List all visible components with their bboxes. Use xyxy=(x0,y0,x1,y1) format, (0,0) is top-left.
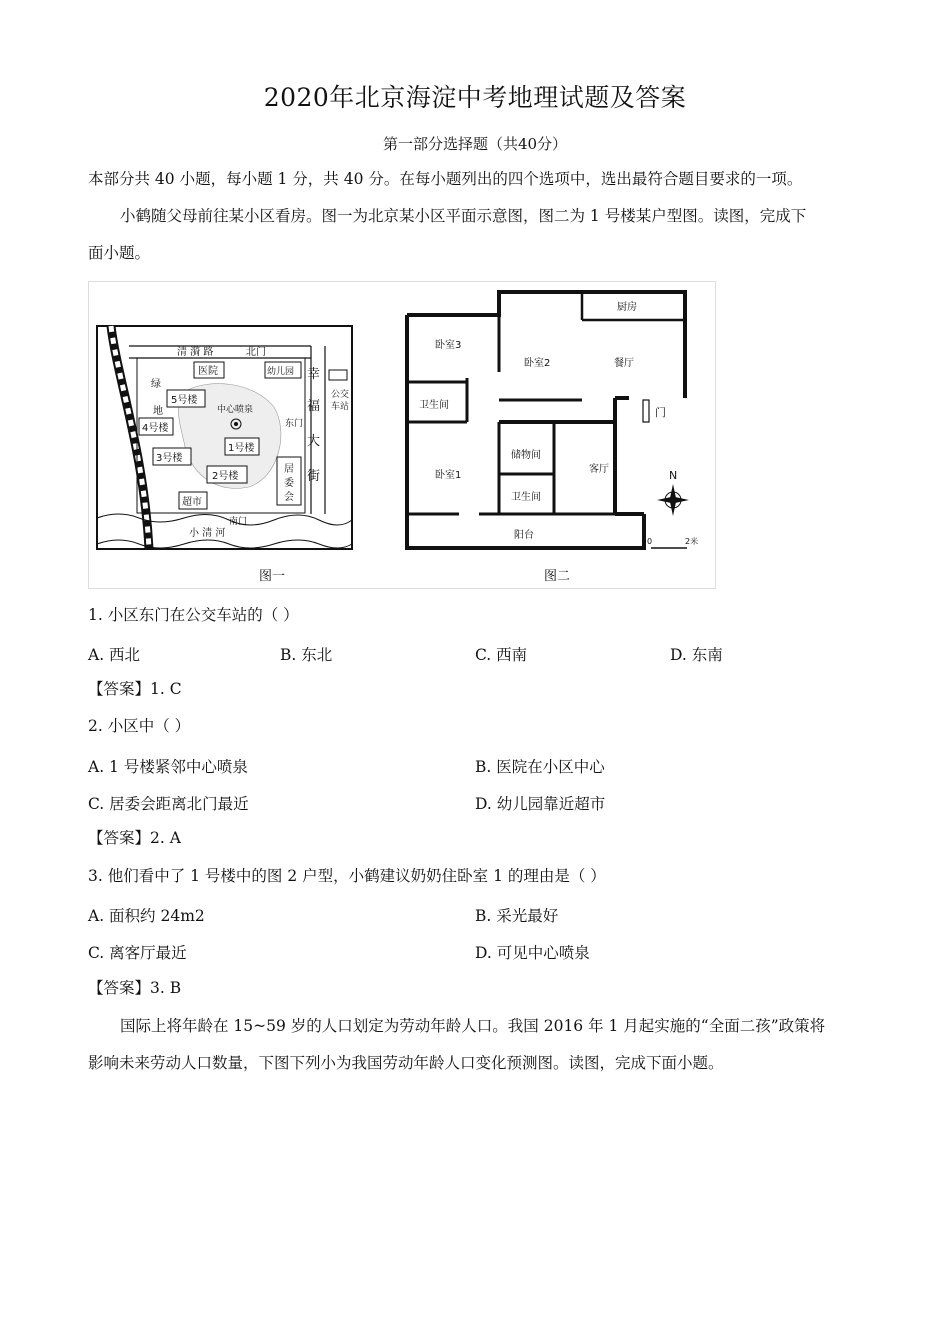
compass-icon xyxy=(657,469,689,516)
q1-option-b: B. 东北 xyxy=(280,646,333,664)
q2-option-b: B. 医院在小区中心 xyxy=(475,758,605,776)
q3-option-c: C. 离客厅最近 xyxy=(88,944,187,962)
bedroom2-label: 卧室2 xyxy=(524,358,551,369)
passage2-line2: 影响未来劳动人口数量，下图下列小为我国劳动年龄人口变化预测图。读图，完成下面小题。 xyxy=(88,1054,724,1072)
q2-option-c: C. 居委会距离北门最近 xyxy=(88,795,249,813)
bedroom1-label: 卧室1 xyxy=(435,470,462,481)
street-char-2: 福 xyxy=(307,399,321,414)
supermarket-label: 超市 xyxy=(182,497,202,508)
bus-stop-label-1: 公交 xyxy=(331,390,350,400)
river-label: 小 清 河 xyxy=(189,528,226,539)
street-char-4: 街 xyxy=(307,469,321,484)
bedroom3-label: 卧室3 xyxy=(435,340,462,351)
building-4-label: 4号楼 xyxy=(142,423,169,434)
north-label: N xyxy=(669,469,678,482)
living-label: 客厅 xyxy=(589,464,609,475)
passage1-line2: 面小题。 xyxy=(88,244,151,262)
committee-char-1: 居 xyxy=(284,464,294,475)
q2-option-a: A. 1 号楼紧邻中心喷泉 xyxy=(88,758,248,776)
figure1-community-plan xyxy=(97,326,352,584)
figure2-floor-plan xyxy=(407,292,698,584)
green-label-2: 地 xyxy=(153,406,163,417)
question-1-stem: 1. 小区东门在公交车站的（ ） xyxy=(88,606,299,624)
east-gate-label: 东门 xyxy=(285,419,304,429)
building-3-label: 3号楼 xyxy=(156,453,183,464)
door-label: 门 xyxy=(655,406,666,419)
passage2-line1: 国际上将年龄在 15~59 岁的人口划定为劳动年龄人口。我国 2016 年 1 月起实施的“全面二孩”政策将 xyxy=(120,1017,826,1035)
dining-label: 餐厅 xyxy=(614,358,634,369)
section-intro: 本部分共 40 小题，每小题 1 分，共 40 分。在每小题列出的四个选项中，选出最符合题目要求的一项。 xyxy=(88,170,803,188)
q1-option-a: A. 西北 xyxy=(88,646,141,664)
figure-maps xyxy=(88,281,716,589)
q2-option-d: D. 幼儿园靠近超市 xyxy=(475,795,606,813)
bath1-label: 卫生间 xyxy=(419,400,449,411)
north-gate-label: 北门 xyxy=(246,347,266,358)
question-3-stem: 3. 他们看中了 1 号楼中的图 2 户型，小鹤建议奶奶住卧室 1 的理由是（ ） xyxy=(88,867,606,885)
south-gate-label: 南门 xyxy=(229,517,248,527)
answer-3: 【答案】3. B xyxy=(88,979,182,997)
committee-char-2: 委 xyxy=(284,478,294,489)
q3-option-b: B. 采光最好 xyxy=(475,907,559,925)
road-north-label: 清 漪 路 xyxy=(177,347,214,358)
street-char-3: 大 xyxy=(307,434,321,449)
building-5-label: 5号楼 xyxy=(171,395,198,406)
q1-option-c: C. 西南 xyxy=(475,646,528,664)
page-title: 2020年北京海淀中考地理试题及答案 xyxy=(263,83,687,112)
storage-label: 储物间 xyxy=(511,450,541,461)
answer-1: 【答案】1. C xyxy=(88,680,182,698)
bus-icon xyxy=(329,370,347,380)
door-symbol xyxy=(643,400,649,422)
figure-svg xyxy=(89,282,715,588)
balcony-label: 阳台 xyxy=(514,530,534,541)
q3-option-a: A. 面积约 24m2 xyxy=(88,907,205,925)
bus-stop-label-2: 车站 xyxy=(331,402,350,412)
bath2-label: 卫生间 xyxy=(511,492,541,503)
section-heading: 第一部分选择题（共40分） xyxy=(382,135,568,153)
committee-char-3: 会 xyxy=(284,492,294,503)
fountain-label: 中心喷泉 xyxy=(217,405,254,415)
green-label-1: 绿 xyxy=(151,379,161,390)
kindergarten-label: 幼儿园 xyxy=(267,367,295,377)
question-2-stem: 2. 小区中（ ） xyxy=(88,717,191,735)
answer-2: 【答案】2. A xyxy=(88,829,181,847)
figure1-caption: 图一 xyxy=(259,569,286,584)
passage1-line1: 小鹤随父母前往某小区看房。图一为北京某小区平面示意图，图二为 1 号楼某户型图。读图，完成下 xyxy=(120,207,807,225)
hospital-label: 医院 xyxy=(198,366,218,377)
figure2-caption: 图二 xyxy=(544,569,571,584)
scale-zero: 0 xyxy=(647,537,653,546)
kitchen-label: 厨房 xyxy=(617,302,637,313)
building-1-label: 1号楼 xyxy=(228,443,255,454)
scale-two: 2米 xyxy=(685,537,699,546)
q3-option-d: D. 可见中心喷泉 xyxy=(475,944,590,962)
q1-option-d: D. 东南 xyxy=(670,646,723,664)
building-2-label: 2号楼 xyxy=(212,471,239,482)
street-char-1: 幸 xyxy=(307,367,321,382)
